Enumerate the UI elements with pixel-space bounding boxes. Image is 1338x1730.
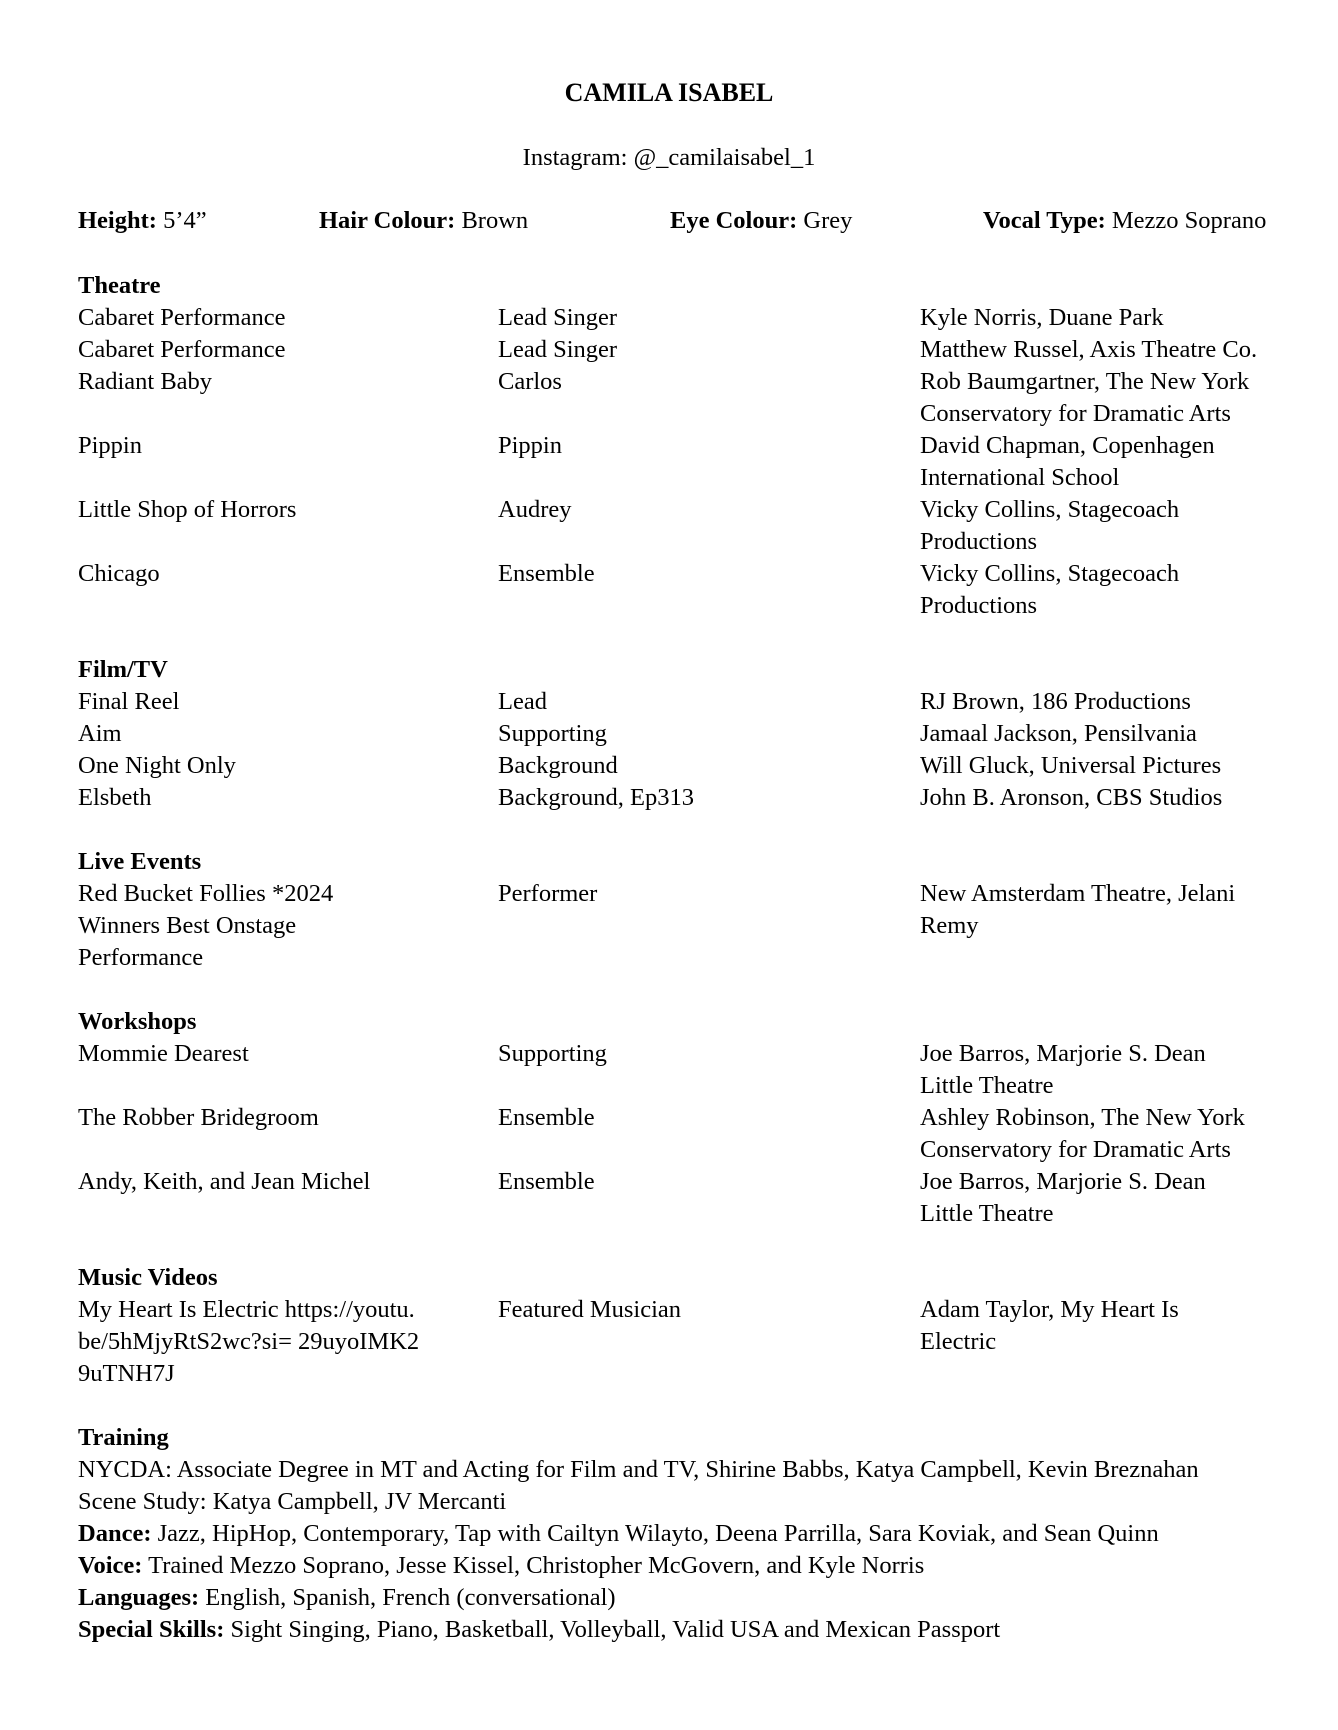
section-title: Theatre [78, 272, 161, 299]
credit-role: Lead Singer [498, 336, 618, 363]
credit-director: David Chapman, Copenhagen International School [920, 432, 1215, 491]
credit-role: Pippin [498, 432, 562, 459]
credit-role: Audrey [498, 496, 572, 523]
stat-hair [319, 205, 528, 237]
stat-value: Grey [803, 207, 853, 234]
credit-role: Supporting [498, 1040, 607, 1067]
section-music-videos [78, 1262, 1260, 1390]
table-row [78, 302, 1260, 334]
credit-role: Background [498, 752, 618, 779]
table-row [78, 1294, 1260, 1390]
table-row [78, 782, 1260, 814]
training-text: Jazz, HipHop, Contemporary, Tap with Cailtyn Wilayto, Deena Parrilla, Sara Koviak, and Sean Quinn [151, 1520, 1159, 1547]
stat-vocal [983, 205, 1266, 237]
table-row [78, 366, 1260, 430]
stats-row [78, 205, 1267, 237]
table-row [78, 494, 1260, 558]
credit-title: Mommie Dearest [78, 1040, 249, 1067]
instagram-handle: Instagram: @_camilaisabel_1 [522, 144, 816, 171]
training-text: NYCDA: Associate Degree in MT and Acting for Film and TV, Shirine Babbs, Katya Campbell, Kevin Breznahan [78, 1456, 1199, 1483]
credit-director: Joe Barros, Marjorie S. Dean Little Theatre [920, 1040, 1206, 1099]
section-theatre [78, 270, 1260, 622]
resume-name: CAMILA ISABEL [564, 78, 774, 107]
credit-director: Matthew Russel, Axis Theatre Co. [920, 336, 1258, 363]
credit-title: Elsbeth [78, 784, 152, 811]
table-row [78, 558, 1260, 622]
training-label: Special Skills: [78, 1616, 225, 1643]
credit-role: Ensemble [498, 1168, 595, 1195]
stat-label: Hair Colour: [319, 207, 456, 234]
credit-title: Cabaret Performance [78, 304, 286, 331]
training-text: Sight Singing, Piano, Basketball, Volleyball, Valid USA and Mexican Passport [224, 1616, 1001, 1643]
credit-role: Featured Musician [498, 1296, 682, 1323]
credit-title: The Robber Bridegroom [78, 1104, 319, 1131]
training-label: Voice: [78, 1552, 143, 1579]
stat-value: 5’4” [163, 207, 207, 234]
table-row [78, 878, 1260, 974]
training-label: Dance: [78, 1520, 152, 1547]
credit-title: One Night Only [78, 752, 236, 779]
credit-role: Performer [498, 880, 598, 907]
credit-director: Kyle Norris, Duane Park [920, 304, 1164, 331]
table-row [78, 1166, 1260, 1230]
stat-eye [670, 205, 852, 237]
training-line [78, 1454, 1260, 1486]
training-line [78, 1550, 1260, 1582]
credit-title: Andy, Keith, and Jean Michel [78, 1168, 371, 1195]
credit-title: Pippin [78, 432, 142, 459]
section-title: Live Events [78, 848, 202, 875]
training-line [78, 1518, 1260, 1550]
table-row [78, 430, 1260, 494]
credit-director: Ashley Robinson, The New York Conservatory for Dramatic Arts [920, 1104, 1245, 1163]
training-line [78, 1486, 1260, 1518]
credit-director: New Amsterdam Theatre, Jelani Remy [920, 880, 1236, 939]
stat-value: Mezzo Soprano [1111, 207, 1267, 234]
credit-role: Ensemble [498, 560, 595, 587]
credit-director: Joe Barros, Marjorie S. Dean Little Theatre [920, 1168, 1206, 1227]
credit-role: Carlos [498, 368, 562, 395]
table-row [78, 1038, 1260, 1102]
table-row [78, 750, 1260, 782]
section-title: Training [78, 1424, 169, 1451]
stat-value: Brown [461, 207, 529, 234]
credit-title: Red Bucket Follies *2024 Winners Best Onstage Performance [78, 880, 334, 971]
credit-director: Jamaal Jackson, Pensilvania [920, 720, 1197, 747]
credit-title: Chicago [78, 560, 160, 587]
table-row [78, 718, 1260, 750]
credit-title: Aim [78, 720, 122, 747]
training-line [78, 1614, 1260, 1646]
credit-director: Vicky Collins, Stagecoach Productions [920, 560, 1180, 619]
credit-director: RJ Brown, 186 Productions [920, 688, 1191, 715]
credit-director: Will Gluck, Universal Pictures [920, 752, 1222, 779]
table-row [78, 686, 1260, 718]
credit-title: My Heart Is Electric https://youtu.be/5hMjyRtS2wc?si= 29uyoIMK29uTNH7J [78, 1296, 420, 1387]
training-text: English, Spanish, French (conversational) [199, 1584, 616, 1611]
credit-director: Rob Baumgartner, The New York Conservatory for Dramatic Arts [920, 368, 1250, 427]
credit-director: John B. Aronson, CBS Studios [920, 784, 1223, 811]
training-text: Scene Study: Katya Campbell, JV Mercanti [78, 1488, 507, 1515]
credit-role: Background, Ep313 [498, 784, 694, 811]
credit-role: Supporting [498, 720, 607, 747]
credit-title: Little Shop of Horrors [78, 496, 297, 523]
table-row [78, 1102, 1260, 1166]
section-live-events [78, 846, 1260, 974]
training-text: Trained Mezzo Soprano, Jesse Kissel, Christopher McGovern, and Kyle Norris [142, 1552, 925, 1579]
credit-role: Ensemble [498, 1104, 595, 1131]
training-label: Languages: [78, 1584, 200, 1611]
training-line [78, 1582, 1260, 1614]
credit-title: Radiant Baby [78, 368, 213, 395]
section-title: Music Videos [78, 1264, 218, 1291]
section-training [78, 1422, 1260, 1646]
credit-role: Lead [498, 688, 547, 715]
credit-director: Adam Taylor, My Heart Is Electric [920, 1296, 1179, 1355]
section-film-tv [78, 654, 1260, 814]
section-workshops [78, 1006, 1260, 1230]
credit-title: Cabaret Performance [78, 336, 286, 363]
section-title: Film/TV [78, 656, 168, 683]
section-title: Workshops [78, 1008, 197, 1035]
credit-role: Lead Singer [498, 304, 618, 331]
table-row [78, 334, 1260, 366]
stat-label: Eye Colour: [670, 207, 798, 234]
stat-label: Vocal Type: [983, 207, 1106, 234]
credit-title: Final Reel [78, 688, 180, 715]
stat-label: Height: [78, 207, 157, 234]
stat-height [78, 205, 207, 237]
credit-director: Vicky Collins, Stagecoach Productions [920, 496, 1180, 555]
